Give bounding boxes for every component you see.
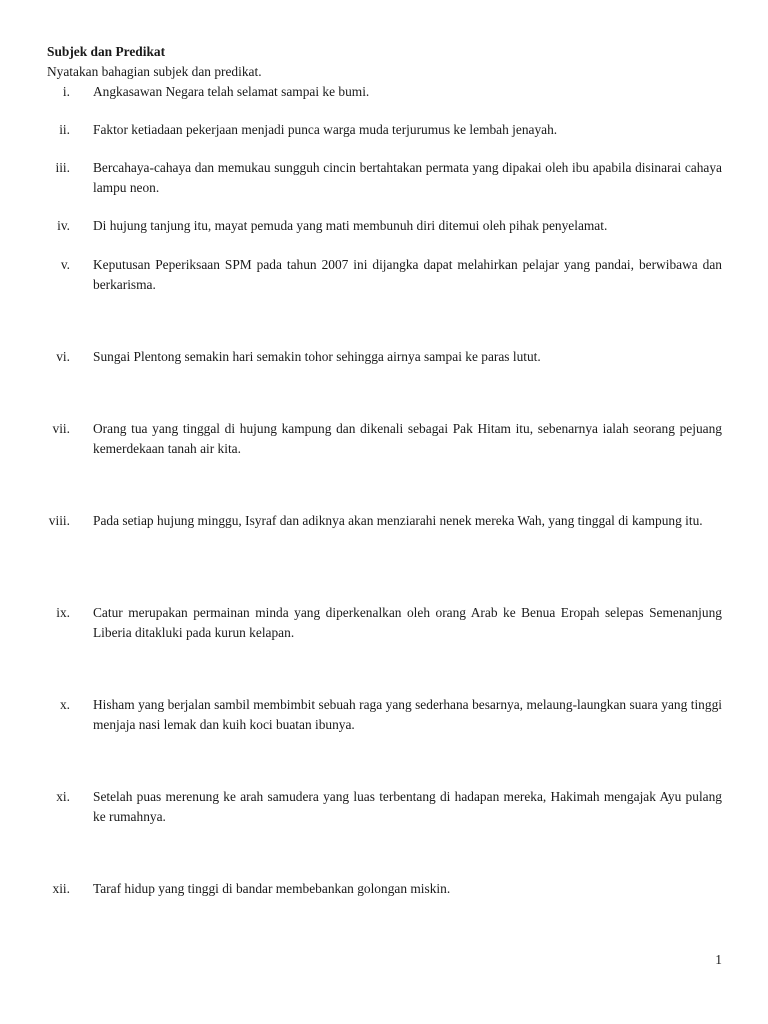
item-number: x. (59, 697, 70, 712)
item-text: Di hujung tanjung itu, mayat pemuda yang mati membunuh diri ditemui oleh pihak penyelamat. (93, 218, 608, 233)
item-text: Setelah puas merenung ke arah samudera yang luas terbentang di hadapan mereka, Hakimah mengajak Ayu pulang ke rumahnya. (93, 789, 722, 824)
item-text: Hisham yang berjalan sambil membimbit sebuah raga yang sederhana besarnya, melaung-laungkan suara yang tinggi menjaja nasi lemak dan kuih koci buatan ibunya. (93, 697, 722, 732)
page-number: 1 (715, 952, 722, 967)
item-text: Keputusan Peperiksaan SPM pada tahun 2007 ini dijangka dapat melahirkan pelajar yang pandai, berwibawa dan berkarisma. (93, 257, 722, 292)
item-number: ii. (59, 122, 70, 137)
item-number: iii. (55, 160, 70, 175)
item-number: vii. (52, 421, 70, 436)
item-text: Taraf hidup yang tinggi di bandar membebankan golongan miskin. (93, 881, 451, 896)
item-number: vi. (56, 349, 70, 364)
item-text: Faktor ketiadaan pekerjaan menjadi punca warga muda terjurumus ke lembah jenayah. (93, 122, 558, 137)
item-text: Sungai Plentong semakin hari semakin tohor sehingga airnya sampai ke paras lutut. (93, 349, 541, 364)
page-title: Subjek dan Predikat (47, 44, 166, 59)
item-number: xi. (56, 789, 70, 804)
item-text: Pada setiap hujung minggu, Isyraf dan adiknya akan menziarahi nenek mereka Wah, yang tinggal di kampung itu. (93, 513, 703, 528)
item-text: Angkasawan Negara telah selamat sampai ke bumi. (93, 84, 370, 99)
item-number: i. (62, 84, 70, 99)
item-text: Bercahaya-cahaya dan memukau sungguh cincin bertahtakan permata yang dipakai oleh ibu apabila disinarai cahaya lampu neon. (93, 160, 722, 195)
item-number: iv. (57, 218, 70, 233)
item-number: xii. (52, 881, 70, 896)
item-text: Catur merupakan permainan minda yang diperkenalkan oleh orang Arab ke Benua Eropah selepas Semenanjung Liberia ditakluki pada kurun kelapan. (93, 605, 722, 640)
item-text: Orang tua yang tinggal di hujung kampung dan dikenali sebagai Pak Hitam itu, sebenarnya ialah seorang pejuang kemerdekaan tanah air kita. (93, 421, 722, 456)
item-number: ix. (56, 605, 70, 620)
item-number: v. (60, 257, 70, 272)
instruction-text: Nyatakan bahagian subjek dan predikat. (47, 64, 262, 79)
item-number: viii. (48, 513, 70, 528)
